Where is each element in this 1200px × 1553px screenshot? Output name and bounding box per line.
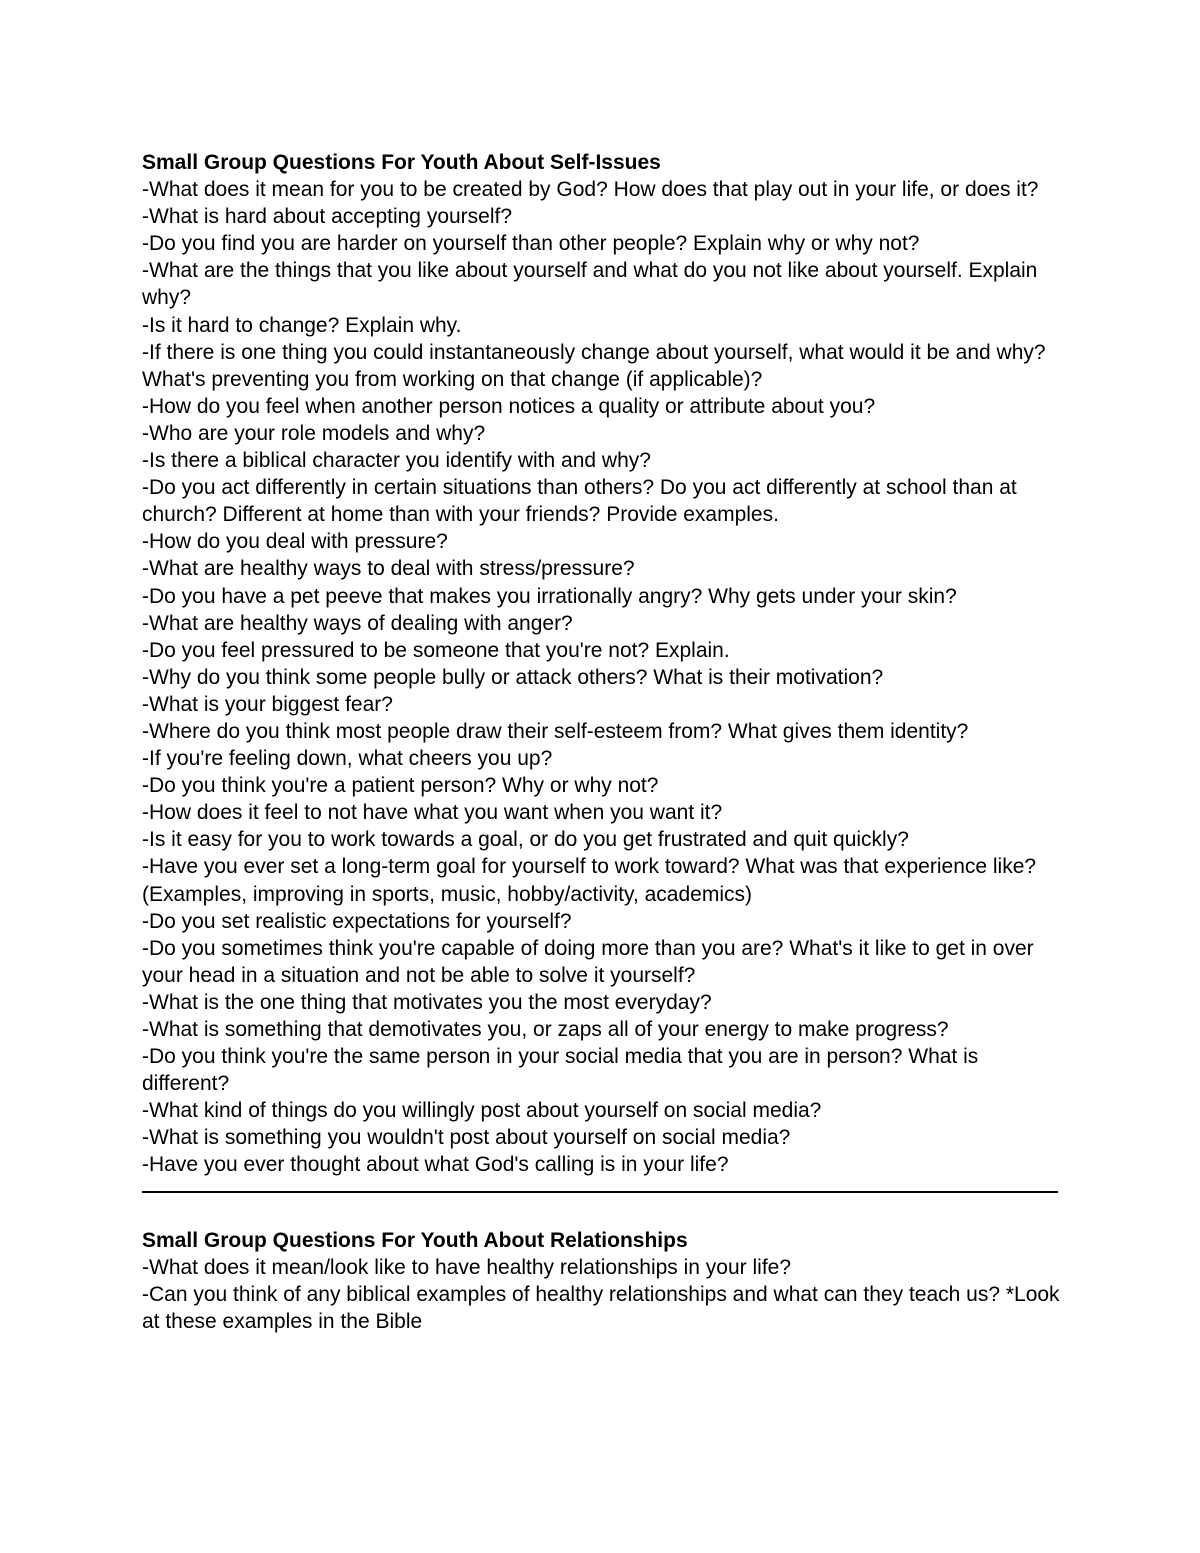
question-item: -Do you feel pressured to be someone that you're not? Explain. (142, 638, 730, 662)
question-item: -Is it hard to change? Explain why. (142, 313, 462, 337)
question-item: -Have you ever thought about what God's calling is in your life? (142, 1153, 729, 1177)
question-item: -Do you have a pet peeve that makes you irrationally angry? Why gets under your skin? (142, 584, 957, 608)
question-item: -Who are your role models and why? (142, 421, 486, 445)
section-divider (142, 1191, 1058, 1193)
question-item: -What are healthy ways to deal with stress/pressure? (142, 557, 635, 581)
question-item: -Is it easy for you to work towards a goal, or do you get frustrated and quit quickly? (142, 828, 909, 852)
section-title: Small Group Questions For Youth About Self-Issues (142, 151, 661, 174)
question-item: -Have you ever set a long-term goal for yourself to work toward? What was that experience like? (Examples, improving in sports, music, hobby/activity, academics) (142, 855, 1037, 906)
question-item: -Do you set realistic expectations for yourself? (142, 909, 572, 933)
question-item: -If there is one thing you could instantaneously change about yourself, what would it be and why? What's preventing you from working on that change (if applicable)? (142, 340, 1046, 391)
question-item: -Do you sometimes think you're capable of doing more than you are? What's it like to get in over your head in a situation and not be able to solve it yourself? (142, 936, 1034, 987)
question-item: -Do you think you're the same person in your social media that you are in person? What is different? (142, 1045, 979, 1096)
question-item: -What is your biggest fear? (142, 692, 393, 716)
question-list (142, 1254, 1062, 1335)
section-self-issues (142, 149, 1062, 1179)
question-item: -What does it mean/look like to have healthy relationships in your life? (142, 1255, 792, 1279)
question-item: -How do you deal with pressure? (142, 530, 448, 554)
question-item: -What is hard about accepting yourself? (142, 205, 513, 229)
section-title: Small Group Questions For Youth About Relationships (142, 1228, 688, 1252)
question-item: -What are healthy ways of dealing with anger? (142, 611, 573, 635)
question-item: -What kind of things do you willingly post about yourself on social media? (142, 1099, 822, 1123)
question-item: -Is there a biblical character you identify with and why? (142, 449, 651, 473)
question-item: -How do you feel when another person notices a quality or attribute about you? (142, 394, 876, 418)
question-item: -Do you think you're a patient person? Why or why not? (142, 774, 659, 798)
question-item: -Can you think of any biblical examples of healthy relationships and what can they teach us? *Look at these examples in the Bible (142, 1282, 1060, 1333)
question-item: -What is the one thing that motivates you the most everyday? (142, 990, 712, 1014)
question-item: -Where do you think most people draw their self-esteem from? What gives them identity? (142, 719, 969, 743)
question-item: -Do you act differently in certain situations than others? Do you act differently at school than at church? Different at home than with your friends? Provide examples. (142, 476, 1017, 527)
question-item: -How does it feel to not have what you want when you want it? (142, 801, 723, 825)
section-relationships (142, 1227, 1062, 1335)
question-item: -What is something that demotivates you, or zaps all of your energy to make progress? (142, 1018, 949, 1041)
question-item: -If you're feeling down, what cheers you up? (142, 747, 553, 771)
question-item: -Why do you think some people bully or attack others? What is their motivation? (142, 665, 884, 689)
question-list (142, 176, 1062, 1178)
question-item: -What does it mean for you to be created by God? How does that play out in your life, or does it? (142, 178, 1039, 202)
question-item: -Do you find you are harder on yourself than other people? Explain why or why not? (142, 232, 920, 256)
question-item: -What are the things that you like about yourself and what do you not like about yourself. Explain why? (142, 259, 1038, 310)
document-page (142, 149, 1062, 1335)
question-item: -What is something you wouldn't post about yourself on social media? (142, 1126, 791, 1150)
